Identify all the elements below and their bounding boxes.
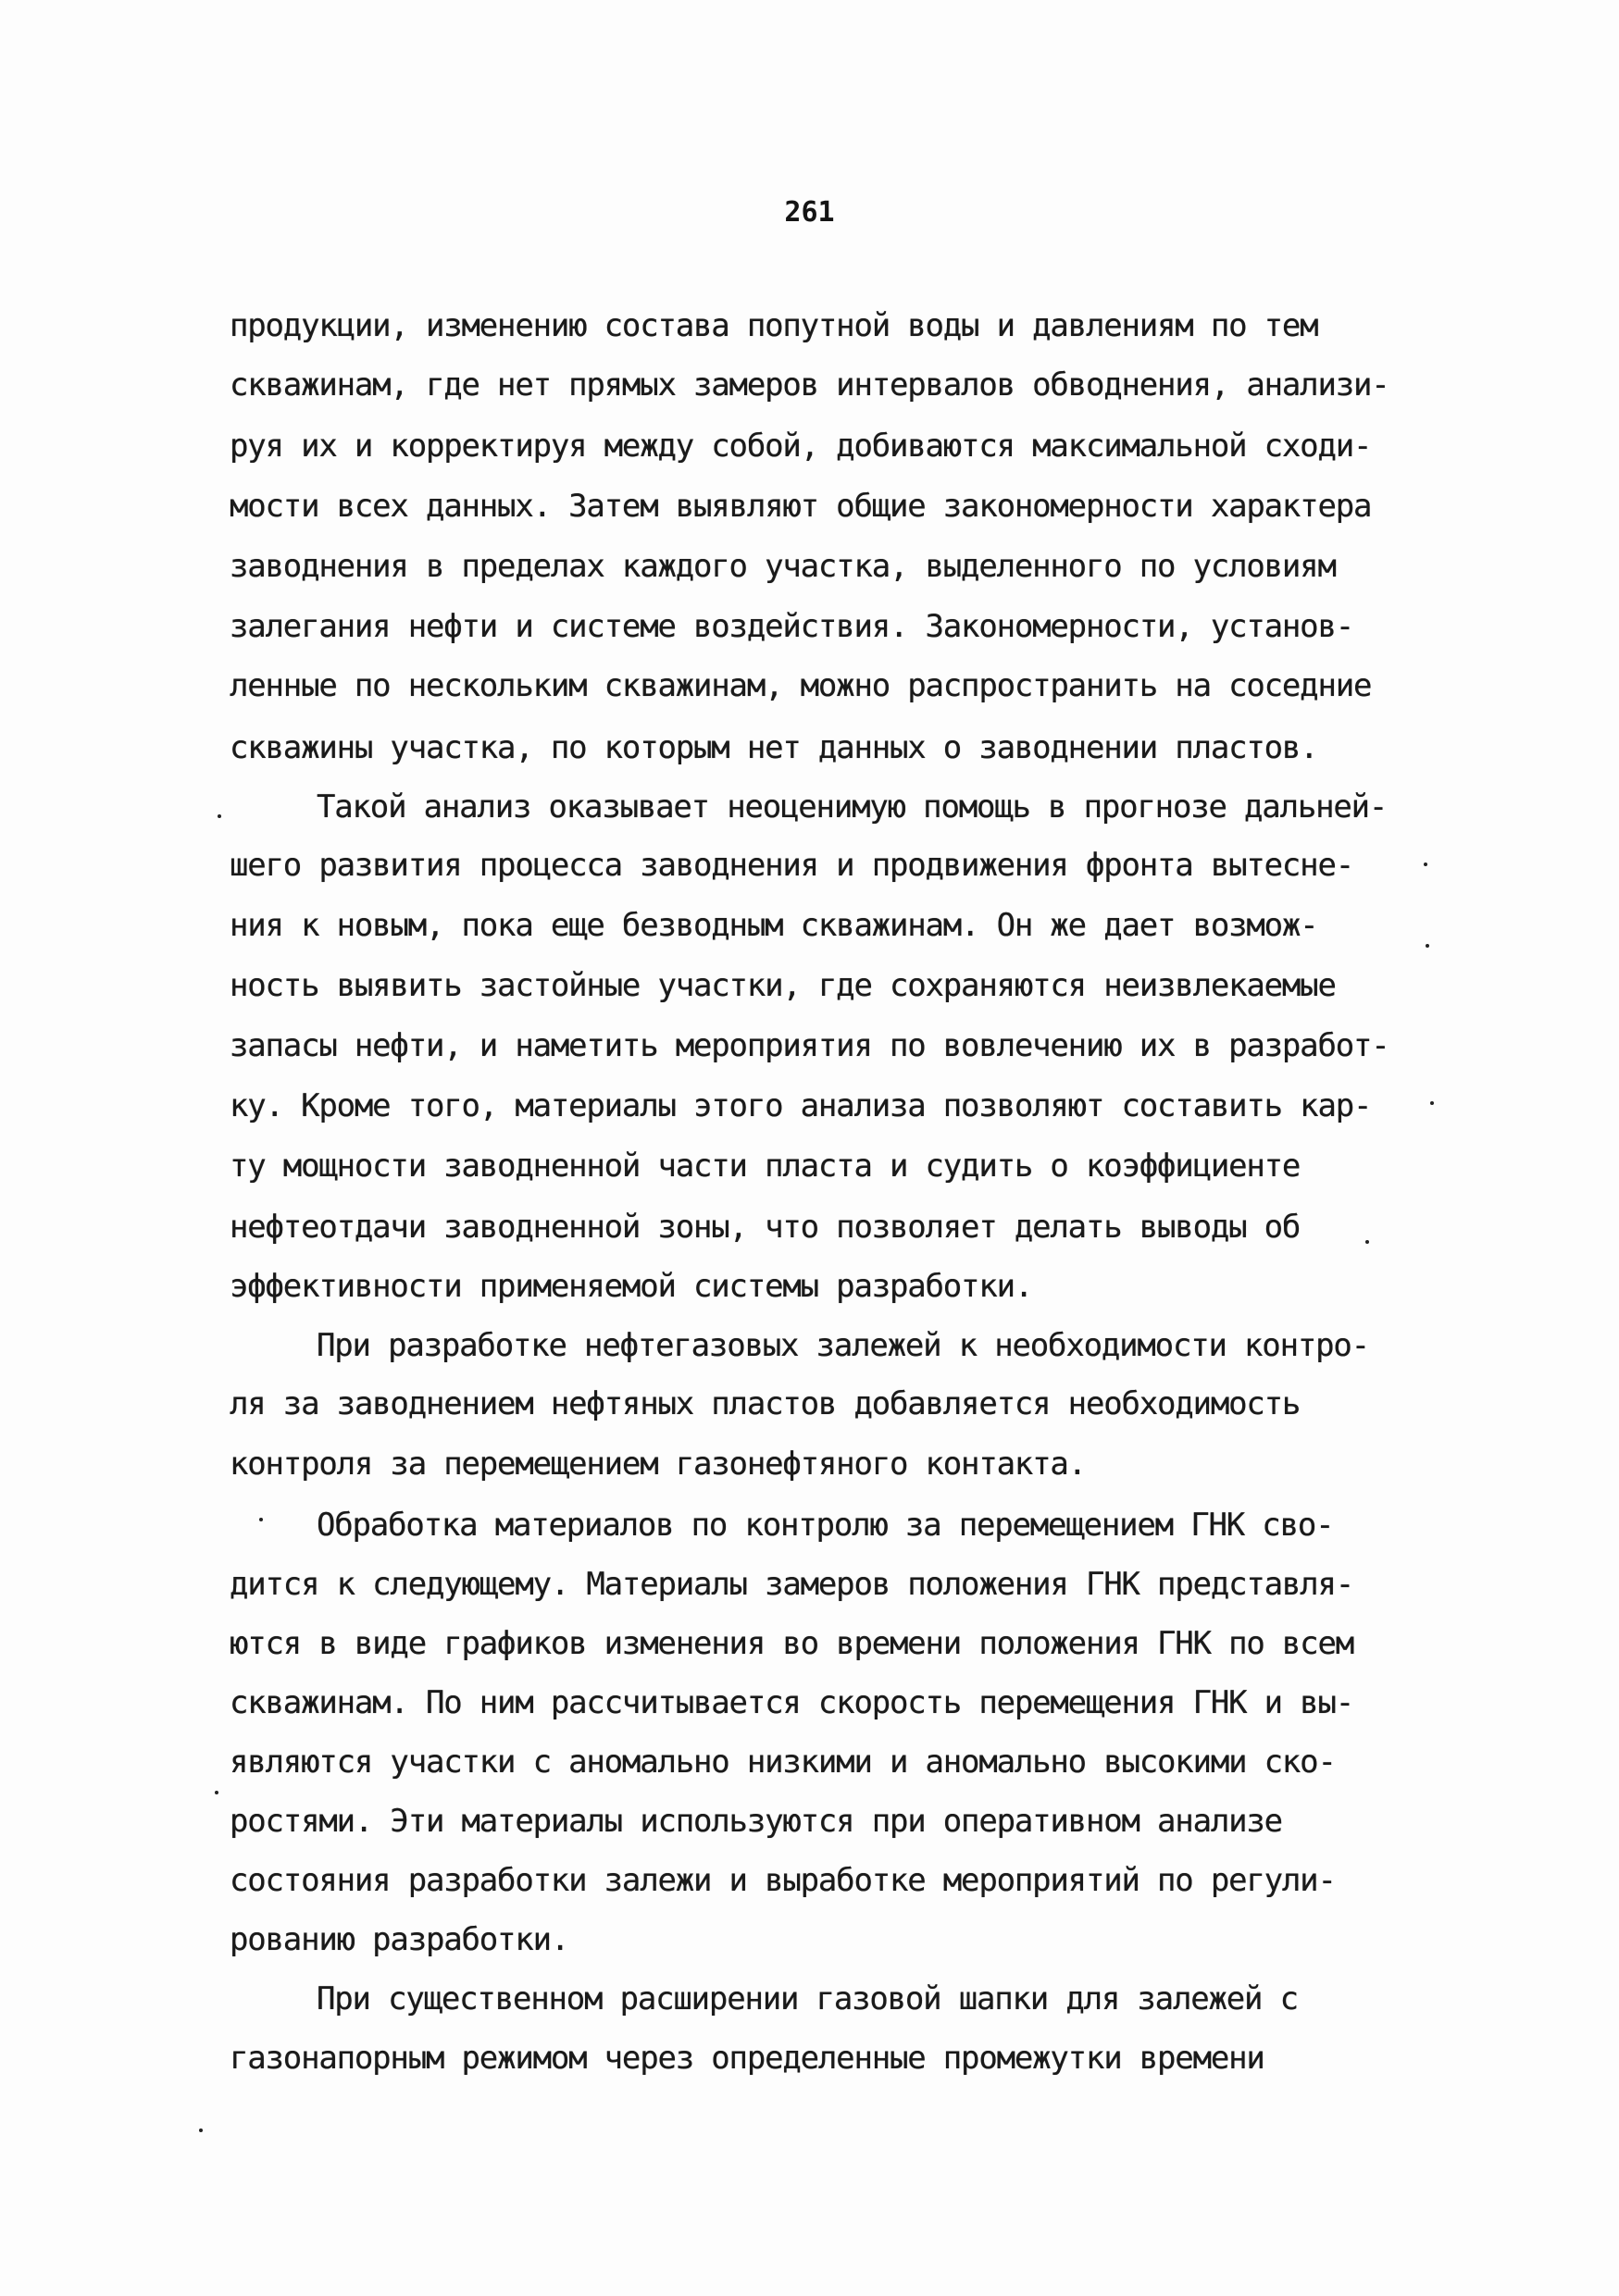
- text-line: руя их и корректируя между собой, добиваются максимальной сходи-: [230, 428, 1372, 465]
- text-line: скважины участка, по которым нет данных о заводнении пластов.: [230, 729, 1318, 766]
- text-line: ленные по нескольким скважинам, можно распространить на соседние: [230, 667, 1372, 704]
- text-line: ку. Кроме того, материалы этого анализа позволяют составить кар-: [230, 1087, 1372, 1124]
- text-line: ния к новым, пока еще безводным скважинам. Он же дает возмож-: [230, 907, 1318, 944]
- scan-speck: [1426, 944, 1429, 948]
- text-line: являются участки с аномально низкими и аномально высокими ско-: [230, 1744, 1336, 1781]
- text-line: дится к следующему. Материалы замеров положения ГНК представля-: [230, 1566, 1353, 1603]
- text-line: ность выявить застойные участки, где сохраняются неизвлекаемые: [230, 967, 1336, 1004]
- text-line: запасы нефти, и наметить мероприятия по вовлечению их в разработ-: [230, 1027, 1389, 1064]
- text-line: залегания нефти и системе воздействия. Закономерности, установ-: [230, 608, 1353, 645]
- text-line: состояния разработки залежи и выработке мероприятий по регули-: [230, 1862, 1336, 1899]
- paragraph-first-line: При существенном расширении газовой шапки для залежей с: [317, 1980, 1298, 2017]
- text-line: продукции, изменению состава попутной воды и давлениям по тем: [230, 307, 1318, 344]
- text-line: ту мощности заводненной части пласта и судить о коэффициенте: [230, 1148, 1301, 1185]
- text-line: скважинам, где нет прямых замеров интервалов обводнения, анализи-: [230, 366, 1389, 403]
- text-line: контроля за перемещением газонефтяного контакта.: [230, 1446, 1086, 1483]
- text-line: ля за заводнением нефтяных пластов добавляется необходимость: [230, 1385, 1301, 1422]
- scan-speck: [218, 814, 221, 818]
- text-line: ются в виде графиков изменения во времени положения ГНК по всем: [230, 1625, 1353, 1662]
- text-line: заводнения в пределах каждого участка, выделенного по условиям: [230, 548, 1336, 585]
- text-line: шего развития процесса заводнения и продвижения фронта вытесне-: [230, 847, 1353, 884]
- paragraph-first-line: Такой анализ оказывает неоценимую помощь в прогнозе дальней-: [317, 788, 1388, 825]
- scan-speck: [215, 1791, 218, 1794]
- scan-speck: [1424, 863, 1427, 866]
- paragraph-first-line: Обработка материалов по контролю за перемещением ГНК сво-: [317, 1507, 1334, 1544]
- text-line: нефтеотдачи заводненной зоны, что позволяет делать выводы об: [230, 1209, 1301, 1246]
- page-number: 261: [784, 196, 835, 229]
- scan-speck: [199, 2128, 203, 2132]
- scan-speck: [1430, 1101, 1434, 1105]
- text-line: скважинам. По ним рассчитывается скорость перемещения ГНК и вы-: [230, 1684, 1353, 1721]
- paragraph-first-line: При разработке нефтегазовых залежей к необходимости контро-: [317, 1327, 1369, 1364]
- text-line: эффективности применяемой системы разработки.: [230, 1268, 1033, 1305]
- scan-speck: [259, 1518, 263, 1521]
- text-line: рованию разработки.: [230, 1921, 569, 1958]
- text-line: газонапорным режимом через определенные промежутки времени: [230, 2040, 1264, 2077]
- scan-speck: [1365, 1240, 1369, 1244]
- text-line: мости всех данных. Затем выявляют общие закономерности характера: [230, 488, 1372, 525]
- text-line: ростями. Эти материалы используются при оперативном анализе: [230, 1803, 1282, 1840]
